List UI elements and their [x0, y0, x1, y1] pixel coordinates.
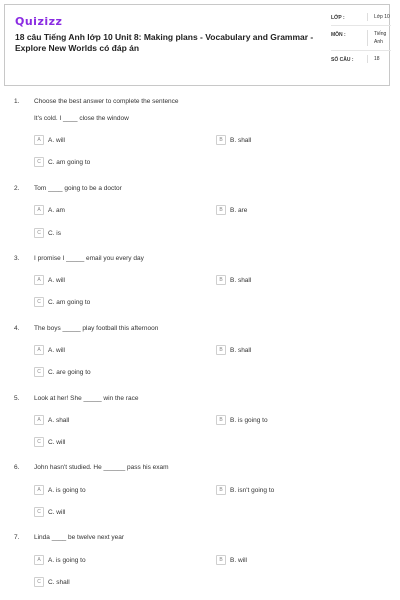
option-text: A. am: [48, 206, 65, 214]
option-letter-box: B: [216, 485, 226, 495]
option-a[interactable]: [34, 205, 65, 215]
option-text: C. am going to: [48, 158, 91, 166]
option-text: B. shall: [230, 346, 252, 354]
option-text: A. will: [48, 346, 65, 354]
question-6: [14, 463, 386, 516]
question-number: 7.: [14, 534, 20, 541]
option-a[interactable]: [34, 135, 65, 145]
option-text: A. is going to: [48, 556, 86, 564]
option-text: B. are: [230, 206, 248, 214]
option-c[interactable]: [34, 367, 91, 377]
option-letter-box: C: [34, 297, 44, 307]
question-text: Tom ____ going to be a doctor: [34, 185, 122, 192]
question-text: Look at her! She _____ win the race: [34, 395, 139, 402]
question-number: 6.: [14, 464, 20, 471]
option-text: A. will: [48, 276, 65, 284]
meta-grade-label: LỚP :: [331, 15, 345, 21]
option-c[interactable]: [34, 437, 65, 447]
option-letter-box: B: [216, 555, 226, 565]
question-text: I promise I _____ email you every day: [34, 255, 144, 262]
option-b[interactable]: [216, 345, 251, 355]
option-letter-box: A: [34, 555, 44, 565]
option-b[interactable]: [216, 205, 247, 215]
option-b[interactable]: [216, 555, 247, 565]
option-a[interactable]: [34, 485, 86, 495]
option-letter-box: A: [34, 485, 44, 495]
meta-panel: [331, 13, 391, 67]
question-text: Choose the best answer to complete the sentence: [34, 98, 179, 105]
option-c[interactable]: [34, 507, 65, 517]
option-a[interactable]: [34, 555, 86, 565]
meta-subject: [331, 30, 391, 46]
option-letter-box: C: [34, 577, 44, 587]
option-letter-box: B: [216, 275, 226, 285]
option-letter-box: B: [216, 345, 226, 355]
option-text: C. will: [48, 508, 66, 516]
option-letter-box: B: [216, 205, 226, 215]
meta-divider: [331, 50, 391, 51]
question-3: [14, 254, 386, 306]
question-number: 3.: [14, 255, 20, 262]
option-c[interactable]: [34, 157, 90, 167]
option-letter-box: C: [34, 437, 44, 447]
meta-count: [331, 55, 391, 63]
option-letter-box: A: [34, 415, 44, 425]
question-2: [14, 184, 386, 237]
option-text: A. will: [48, 136, 65, 144]
question-4: [14, 324, 386, 376]
option-text: C. are going to: [48, 368, 91, 376]
option-text: A. shall: [48, 416, 70, 424]
option-letter-box: A: [34, 135, 44, 145]
question-number: 1.: [14, 98, 20, 105]
option-text: B. isn't going to: [230, 486, 275, 494]
option-letter-box: C: [34, 157, 44, 167]
option-b[interactable]: [216, 135, 251, 145]
option-c[interactable]: [34, 297, 90, 307]
option-letter-box: A: [34, 205, 44, 215]
option-c[interactable]: [34, 228, 61, 238]
option-text: B. shall: [230, 276, 252, 284]
page-title: 18 câu Tiếng Anh lớp 10 Unit 8: Making plans - Vocabulary and Grammar - Explore New Worlds có đáp án: [15, 32, 314, 53]
option-text: B. shall: [230, 136, 252, 144]
option-letter-box: B: [216, 415, 226, 425]
option-a[interactable]: [34, 275, 65, 285]
question-number: 4.: [14, 325, 20, 332]
option-text: A. is going to: [48, 486, 86, 494]
meta-grade: [331, 13, 391, 21]
question-7: [14, 533, 386, 586]
option-c[interactable]: [34, 577, 70, 587]
option-b[interactable]: [216, 415, 268, 425]
option-b[interactable]: [216, 275, 251, 285]
option-letter-box: C: [34, 507, 44, 517]
option-text: C. shall: [48, 578, 70, 586]
question-1: [14, 97, 386, 166]
option-text: C. is: [48, 229, 61, 237]
question-text: Linda ____ be twelve next year: [34, 534, 124, 541]
question-5: [14, 394, 386, 446]
option-text: B. will: [230, 556, 247, 564]
option-a[interactable]: [34, 345, 65, 355]
option-b[interactable]: [216, 485, 274, 495]
option-a[interactable]: [34, 415, 69, 425]
quizizz-logo: Quizizz: [15, 15, 63, 28]
meta-subject-label: MÔN :: [331, 32, 346, 38]
question-number: 2.: [14, 185, 20, 192]
worksheet-header: [4, 4, 390, 86]
option-letter-box: A: [34, 275, 44, 285]
option-letter-box: C: [34, 367, 44, 377]
option-letter-box: B: [216, 135, 226, 145]
question-text: The boys _____ play football this afternoon: [34, 325, 159, 332]
meta-divider: [331, 25, 391, 26]
meta-subject-value: Tiếng Anh: [367, 30, 391, 46]
meta-count-label: SỐ CÂU :: [331, 57, 354, 63]
meta-grade-value: Lớp 10: [367, 13, 391, 21]
option-letter-box: A: [34, 345, 44, 355]
question-text: John hasn't studied. He ______ pass his exam: [34, 464, 169, 471]
option-text: C. will: [48, 438, 66, 446]
option-letter-box: C: [34, 228, 44, 238]
question-number: 5.: [14, 395, 20, 402]
question-sentence: It's cold. I ____ close the window: [34, 115, 129, 122]
option-text: C. am going to: [48, 298, 91, 306]
meta-count-value: 18: [367, 55, 391, 63]
option-text: B. is going to: [230, 416, 268, 424]
